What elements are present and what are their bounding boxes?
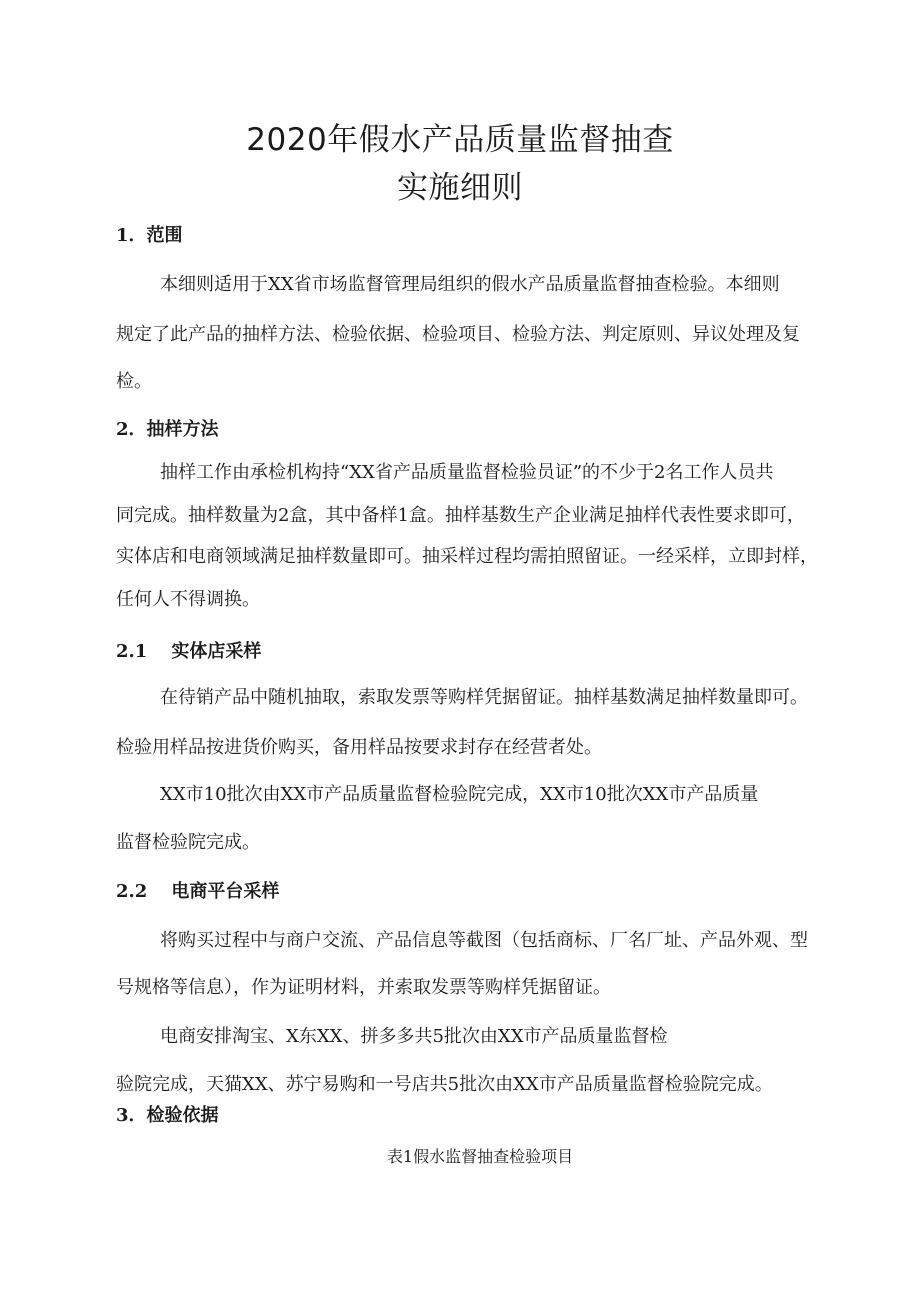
paragraph-line: 号规格等信息），作为证明材料，并索取发票等购样凭据留证。 <box>116 977 611 998</box>
paragraph-line: 同完成。抽样数量为2盒，其中备样1盒。抽样基数生产企业满足抽样代表性要求即可， <box>116 505 805 526</box>
paragraph-line: 抽样工作由承检机构持“XX省产品质量监督检验员证”的不少于2名工作人员共 <box>160 462 774 483</box>
section-heading-2: 2．抽样方法 <box>116 419 219 440</box>
paragraph-line: 检验用样品按进货价购买，备用样品按要求封存在经营者处。 <box>116 737 602 758</box>
paragraph-line: 监督检验院完成。 <box>116 832 260 853</box>
section-heading-1: 1．范围 <box>116 225 183 246</box>
paragraph-line: 在待销产品中随机抽取，索取发票等购样凭据留证。抽样基数满足抽样数量即可。 <box>160 687 808 708</box>
document-subtitle: 实施细则 <box>397 170 523 206</box>
section-heading-2-1: 2.1 实体店采样 <box>116 641 262 662</box>
paragraph-line: 将购买过程中与商户交流、产品信息等截图（包括商标、厂名厂址、产品外观、型 <box>160 930 808 951</box>
paragraph-line: 本细则适用于XX省市场监督管理局组织的假水产品质量监督抽查检验。本细则 <box>160 274 780 295</box>
section-heading-3: 3．检验依据 <box>116 1105 219 1126</box>
section-heading-2-2: 2.2 电商平台采样 <box>116 881 280 902</box>
paragraph-line: XX市10批次由XX市产品质量监督检验院完成，XX市10批次XX市产品质量 <box>160 784 759 805</box>
paragraph-line: 规定了此产品的抽样方法、检验依据、检验项目、检验方法、判定原则、异议处理及复 <box>116 324 800 345</box>
paragraph-line: 任何人不得调换。 <box>116 589 260 610</box>
table-caption: 表1假水监督抽查检验项目 <box>386 1147 574 1166</box>
paragraph-line: 实体店和电商领域满足抽样数量即可。抽采样过程均需拍照留证。一经采样，立即封样， <box>116 546 818 567</box>
paragraph-line: 电商安排淘宝、X东XX、拼多多共5批次由XX市产品质量监督检 <box>160 1026 668 1047</box>
paragraph-line: 检。 <box>116 371 152 392</box>
paragraph-line: 验院完成，天猫XX、苏宁易购和一号店共5批次由XX市产品质量监督检验院完成。 <box>116 1074 773 1095</box>
document-title: 2020年假水产品质量监督抽查 <box>246 122 674 158</box>
